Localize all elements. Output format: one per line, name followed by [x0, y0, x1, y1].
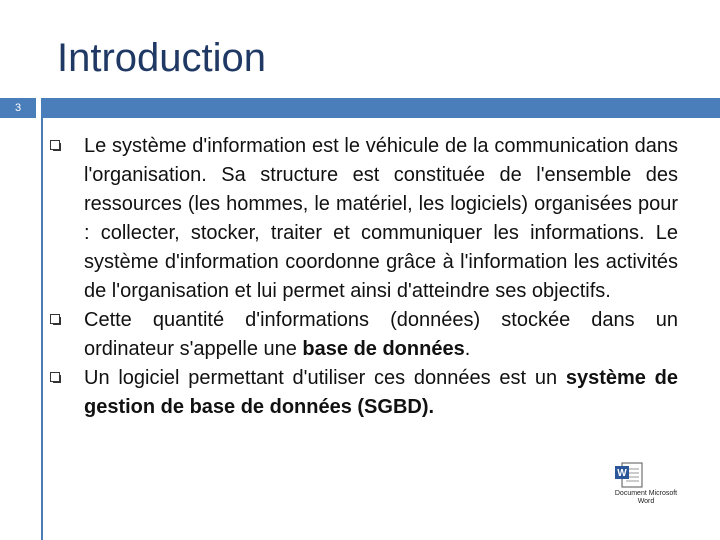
title-bar	[41, 98, 720, 118]
square-bullet-icon	[50, 314, 60, 324]
slide-number: 3	[0, 98, 36, 118]
bullet-item-3	[50, 364, 678, 422]
bullet-3-text-after: (SGBD).	[351, 396, 435, 418]
bullet-text-3	[84, 364, 678, 422]
left-rule	[41, 118, 43, 540]
bullet-3-text-before: Un logiciel permettant d'utiliser ces données est un	[84, 367, 566, 389]
square-bullet-icon	[50, 140, 60, 150]
bullet-text-2	[84, 306, 678, 364]
slide-title: Introduction	[57, 36, 267, 80]
bullet-item-2	[50, 306, 678, 364]
bullet-2-bold-term: base de données	[302, 338, 465, 360]
bullet-list	[50, 132, 678, 422]
bullet-3-bold-term: système de gestion de base de données	[84, 367, 678, 418]
embedded-object-label-line1: Document Microsoft	[614, 490, 678, 497]
bullet-text-1: Le système d'information est le véhicule de la communication dans l'organisation. Sa structure est constituée de l'ensemble des ressources (les hommes, le matériel, les logiciels) organisées pour : collecter, stocker, traiter et communiquer les informations. Le système d'information coordonne grâce à l'information les activités de l'organisation et lui permet ainsi d'atteindre ses objectifs.	[84, 135, 678, 302]
embedded-object-label-line2: Word	[637, 498, 655, 505]
svg-text:W: W	[617, 468, 627, 479]
word-document-icon[interactable]	[614, 462, 644, 488]
bullet-2-text-before: Cette quantité d'informations (données) stockée dans un ordinateur s'appelle une	[84, 309, 678, 360]
square-bullet-icon	[50, 372, 60, 382]
bullet-item-1	[50, 132, 678, 306]
bullet-2-text-after: .	[464, 338, 471, 360]
embedded-object-label	[610, 490, 682, 506]
